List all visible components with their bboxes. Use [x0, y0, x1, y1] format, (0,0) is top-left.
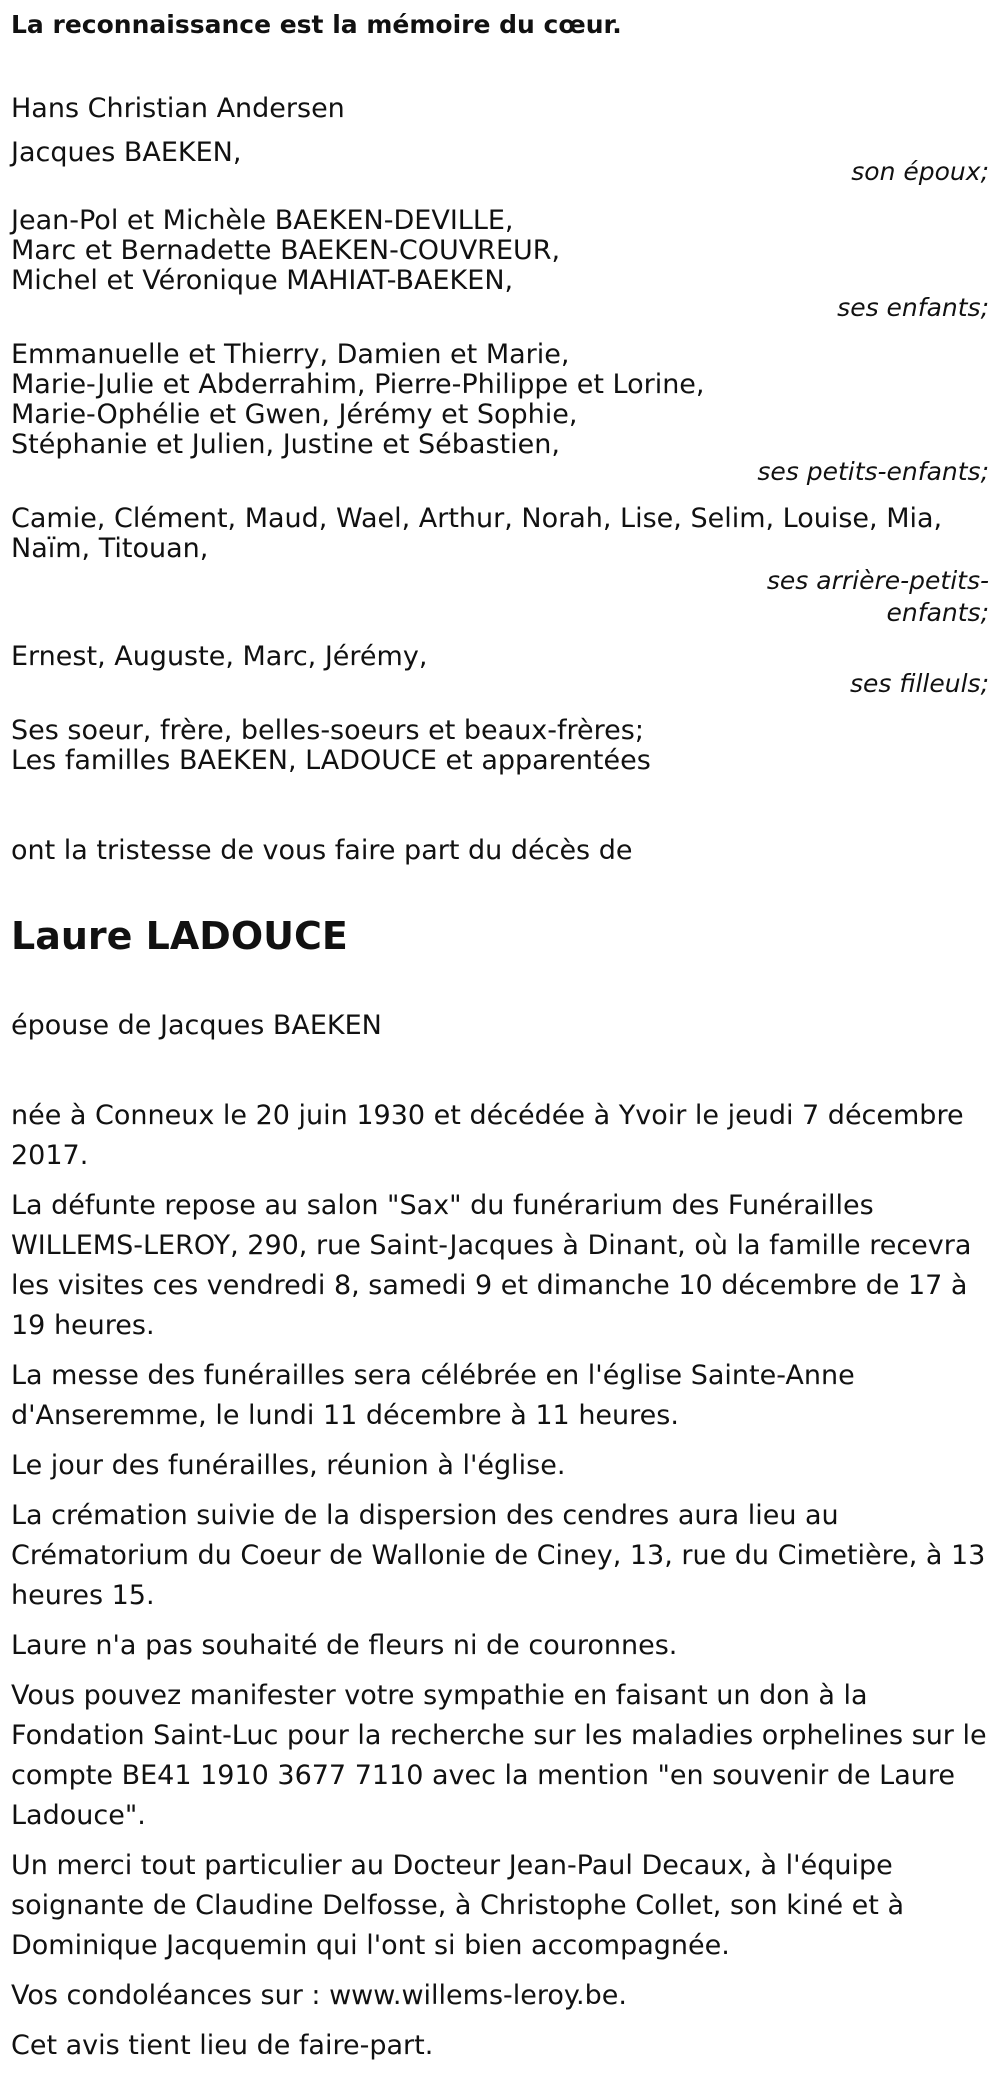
obituary-notice	[11, 0, 989, 2066]
paragraph-meeting: Le jour des funérailles, réunion à l'église.	[11, 1450, 566, 1481]
family-role-label: son époux;	[851, 157, 989, 186]
paragraph-cremation: La crémation suivie de la dispersion des cendres aura lieu au Crématorium du Coeur de Wallonie de Ciney, 13, rue du Cimetière, à 13 heures 15.	[11, 1500, 986, 1611]
family-name-line: Stéphanie et Julien, Justine et Sébastien,	[11, 429, 560, 460]
motto-author: Hans Christian Andersen	[11, 93, 345, 124]
family-name-line: Marie-Ophélie et Gwen, Jérémy et Sophie,	[11, 399, 578, 430]
family-name-line: Jacques BAEKEN,	[11, 137, 242, 168]
family-role-label-continued: enfants;	[886, 598, 989, 627]
paragraph-no-flowers: Laure n'a pas souhaité de fleurs ni de couronnes.	[11, 1630, 678, 1661]
announcement-text: ont la tristesse de vous faire part du décès de	[11, 835, 633, 866]
paragraph-thanks: Un merci tout particulier au Docteur Jean-Paul Decaux, à l'équipe soignante de Claudine Delfosse, à Christophe Collet, son kiné et à Dominique Jacquemin qui l'ont si bien accompagnée.	[11, 1850, 905, 1961]
family-name-line: Ses soeur, frère, belles-soeurs et beaux-frères;	[11, 715, 644, 746]
paragraph-mass: La messe des funérailles sera célébrée en l'église Sainte-Anne d'Anseremme, le lundi 11 décembre à 11 heures.	[11, 1360, 855, 1431]
paragraph-notice: Cet avis tient lieu de faire-part.	[11, 2030, 434, 2061]
family-role-label: ses filleuls;	[849, 669, 989, 698]
family-name-line: Michel et Véronique MAHIAT-BAEKEN,	[11, 265, 514, 296]
family-name-line: Camie, Clément, Maud, Wael, Arthur, Norah, Lise, Selim, Louise, Mia,	[11, 503, 943, 534]
family-role-label: ses petits-enfants;	[757, 457, 989, 486]
family-name-line: Ernest, Auguste, Marc, Jérémy,	[11, 641, 428, 672]
family-name-line: Naïm, Titouan,	[11, 533, 209, 564]
paragraph-viewing: La défunte repose au salon "Sax" du funérarium des Funérailles WILLEMS-LEROY, 290, rue Saint-Jacques à Dinant, où la famille recevra les visites ces vendredi 8, samedi 9 et dimanche 10 décembre de 17 à 19 heures.	[11, 1190, 972, 1341]
family-group-others	[11, 711, 989, 781]
motto-quote: La reconnaissance est la mémoire du cœur.	[11, 10, 622, 39]
paragraph-donation: Vous pouvez manifester votre sympathie en faisant un don à la Fondation Saint-Luc pour la recherche sur les maladies orphelines sur le compte BE41 1910 3677 7110 avec la mention "en souvenir de Laure Ladouce".	[11, 1680, 987, 1831]
family-name-line: Jean-Pol et Michèle BAEKEN-DEVILLE,	[11, 205, 514, 236]
family-name-line: Emmanuelle et Thierry, Damien et Marie,	[11, 339, 570, 370]
deceased-name: Laure LADOUCE	[11, 914, 348, 958]
spouse-of-text: épouse de Jacques BAEKEN	[11, 1010, 382, 1041]
family-group-great-grandchildren	[11, 499, 989, 633]
paragraph-birth-death: née à Conneux le 20 juin 1930 et décédée à Yvoir le jeudi 7 décembre 2017.	[11, 1100, 964, 1171]
family-group-grandchildren	[11, 335, 989, 489]
family-name-line: Les familles BAEKEN, LADOUCE et apparentées	[11, 745, 651, 776]
family-name-line: Marc et Bernadette BAEKEN-COUVREUR,	[11, 235, 561, 266]
family-name-line: Marie-Julie et Abderrahim, Pierre-Philippe et Lorine,	[11, 369, 705, 400]
family-group-children	[11, 201, 989, 325]
family-group-godchildren	[11, 637, 989, 701]
paragraph-condolences: Vos condoléances sur : www.willems-leroy.be.	[11, 1980, 627, 2011]
family-role-label: ses arrière-petits-	[766, 566, 989, 595]
family-role-label: ses enfants;	[837, 293, 989, 322]
family-group-spouse	[11, 133, 989, 189]
